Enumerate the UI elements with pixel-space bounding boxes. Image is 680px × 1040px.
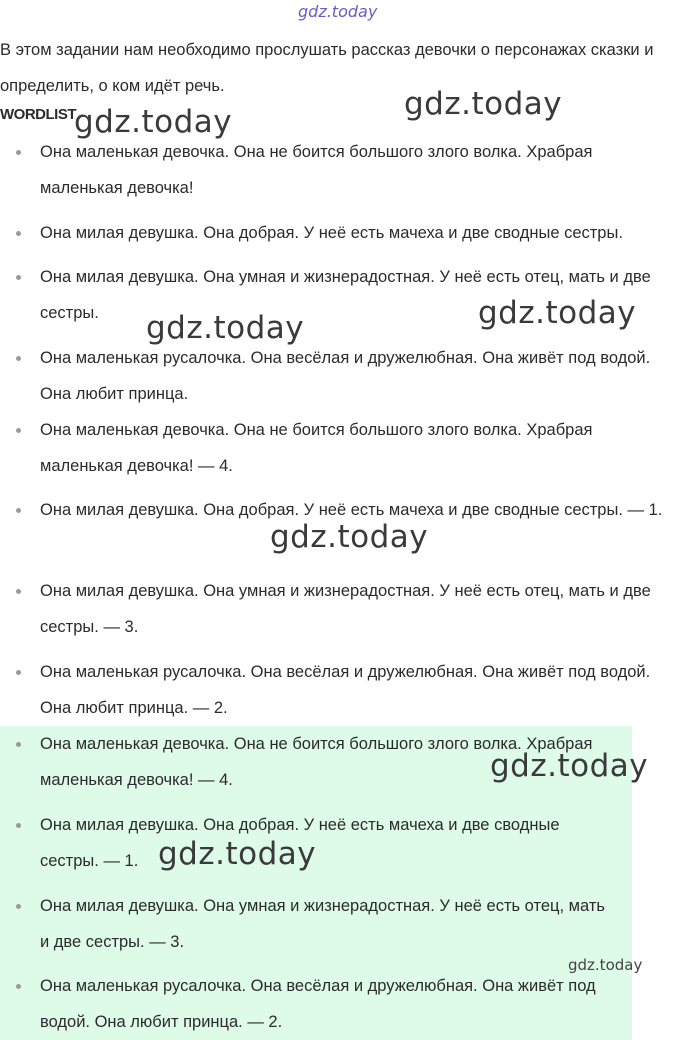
list-item: Она милая девушка. Она добрая. У неё есть мачеха и две сводные сестры. — 1.	[0, 807, 615, 879]
list-item: Она маленькая девочка. Она не боится большого злого волка. Храбрая маленькая девочка!	[0, 134, 675, 206]
intro-text: В этом задании нам необходимо прослушать рассказ девочки о персонажах сказки и определить, о ком идёт речь.	[0, 41, 654, 95]
list-item: Она милая девушка. Она добрая. У неё есть мачеха и две сводные сестры. — 1.	[0, 492, 680, 528]
watermark-small: gdz.today	[568, 956, 643, 974]
list-item: Она милая девушка. Она умная и жизнерадостная. У неё есть отец, мать и две сестры. — 3.	[0, 888, 615, 960]
list-item: Она милая девушка. Она умная и жизнерадостная. У неё есть отец, мать и две сестры.	[0, 259, 675, 331]
list-item: Она маленькая девочка. Она не боится большого злого волка. Храбрая маленькая девочка! — 4.	[0, 726, 610, 798]
list-item: Она маленькая девочка. Она не боится большого злого волка. Храбрая маленькая девочка! — 4.	[0, 412, 675, 484]
list-item: Она маленькая русалочка. Она весёлая и дружелюбная. Она живёт под водой. Она любит принца.	[0, 340, 675, 412]
list-item: Она маленькая русалочка. Она весёлая и дружелюбная. Она живёт под водой. Она любит принца. — 2.	[0, 968, 615, 1040]
watermark: gdz.today	[74, 104, 233, 140]
watermark: gdz.today	[146, 310, 305, 346]
watermark: gdz.today	[404, 86, 563, 122]
watermark-top: gdz.today	[298, 2, 378, 21]
watermark: gdz.today	[478, 295, 637, 331]
list-item: Она милая девушка. Она умная и жизнерадостная. У неё есть отец, мать и две сестры. — 3.	[0, 573, 675, 645]
watermark: gdz.today	[490, 748, 649, 784]
list-item: Она маленькая русалочка. Она весёлая и дружелюбная. Она живёт под водой. Она любит принца. — 2.	[0, 654, 675, 726]
wordlist-heading: WORDLIST	[0, 106, 76, 123]
list-item: Она милая девушка. Она добрая. У неё есть мачеха и две сводные сестры.	[0, 215, 680, 251]
watermark: gdz.today	[158, 836, 317, 872]
watermark: gdz.today	[270, 519, 429, 555]
